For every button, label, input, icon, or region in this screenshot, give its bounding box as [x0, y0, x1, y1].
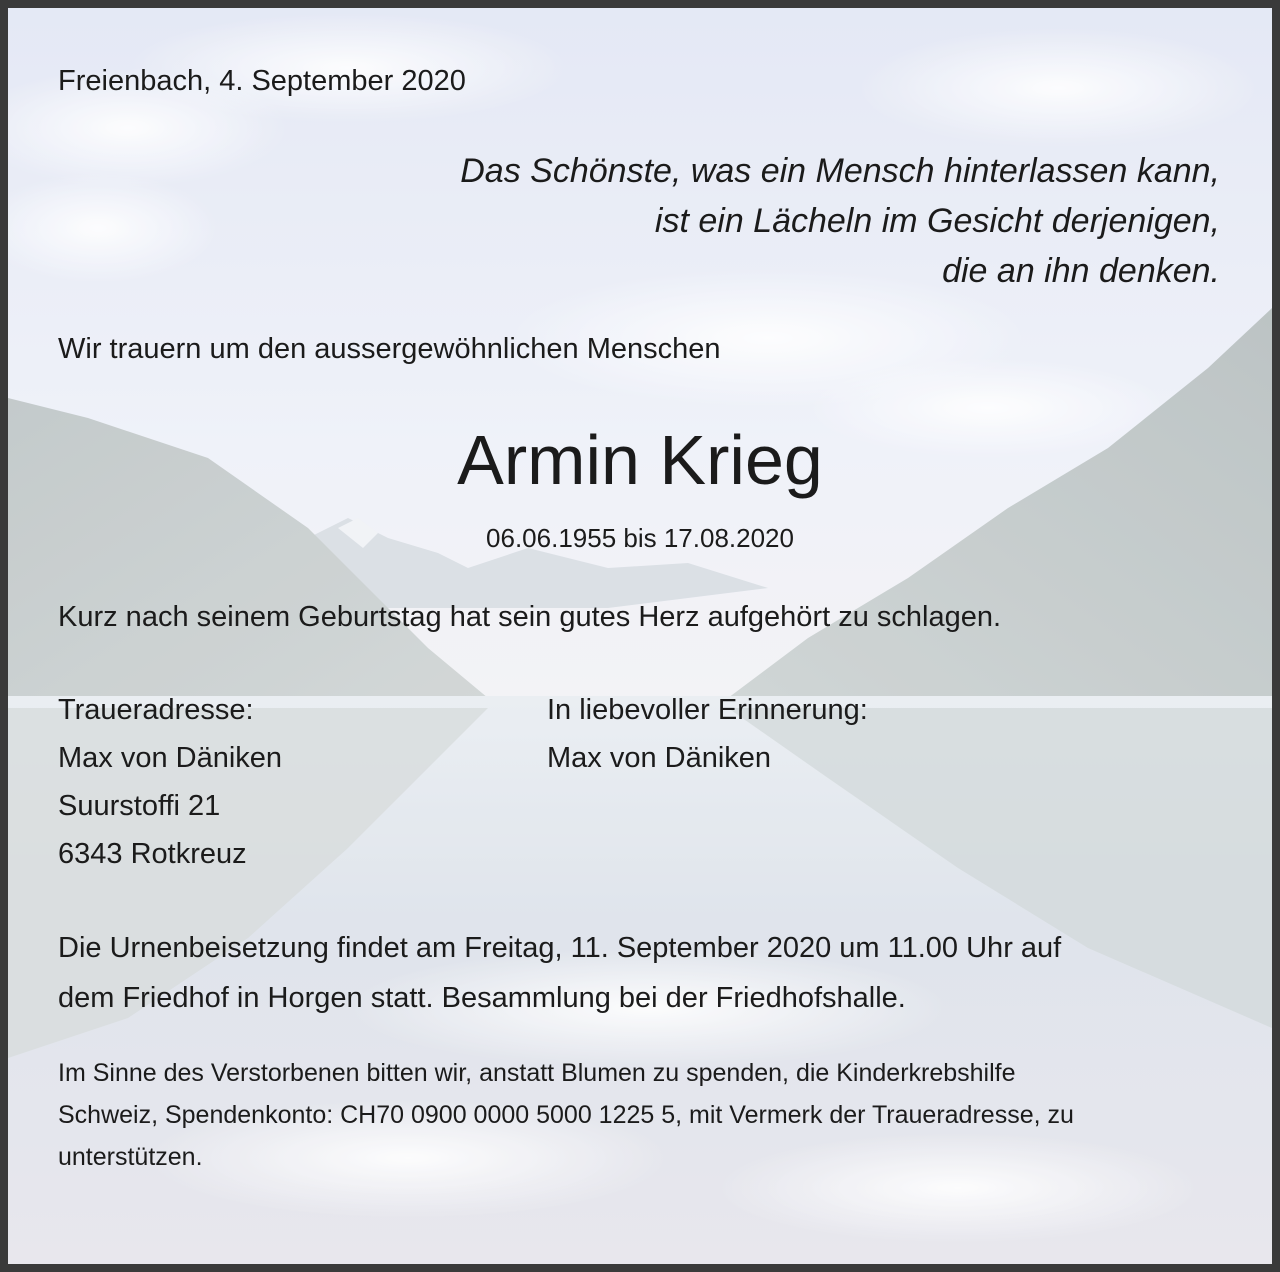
burial-info — [58, 923, 1061, 1023]
donation-note — [58, 1052, 1074, 1178]
poem-line: die an ihn denken. — [942, 252, 1220, 290]
burial-line: Die Urnenbeisetzung findet am Freitag, 11. September 2020 um 11.00 Uhr auf — [58, 932, 1062, 964]
trauer-address-city: 6343 Rotkreuz — [58, 838, 247, 870]
deceased-name: Armin Krieg — [457, 421, 823, 499]
memory-block — [547, 686, 868, 782]
trauer-address-street: Suurstoffi 21 — [58, 790, 221, 822]
trauer-address-label: Traueradresse: — [58, 694, 254, 726]
donation-line: unterstützen. — [58, 1143, 203, 1171]
heart-statement: Kurz nach seinem Geburtstag hat sein gutes Herz aufgehört zu schlagen. — [58, 601, 1002, 633]
donation-line: Schweiz, Spendenkonto: CH70 0900 0000 5000 1225 5, mit Vermerk der Traueradresse, zu — [58, 1101, 1074, 1129]
poem-line: ist ein Lächeln im Gesicht derjenigen, — [654, 202, 1220, 240]
life-dates: 06.06.1955 bis 17.08.2020 — [486, 523, 794, 553]
trauer-address-block — [58, 686, 282, 878]
poem-line: Das Schönste, was ein Mensch hinterlassen kann, — [460, 152, 1220, 190]
donation-line: Im Sinne des Verstorbenen bitten wir, anstatt Blumen zu spenden, die Kinderkrebshilfe — [58, 1059, 1016, 1087]
mourning-intro: Wir trauern um den aussergewöhnlichen Menschen — [58, 333, 721, 365]
obituary-card — [8, 8, 1272, 1264]
poem-quote — [460, 146, 1220, 296]
burial-line: dem Friedhof in Horgen statt. Besammlung bei der Friedhofshalle. — [58, 982, 906, 1014]
memory-label: In liebevoller Erinnerung: — [547, 694, 868, 726]
trauer-address-name: Max von Däniken — [58, 742, 283, 774]
memory-name: Max von Däniken — [547, 742, 772, 774]
place-date: Freienbach, 4. September 2020 — [58, 65, 466, 97]
